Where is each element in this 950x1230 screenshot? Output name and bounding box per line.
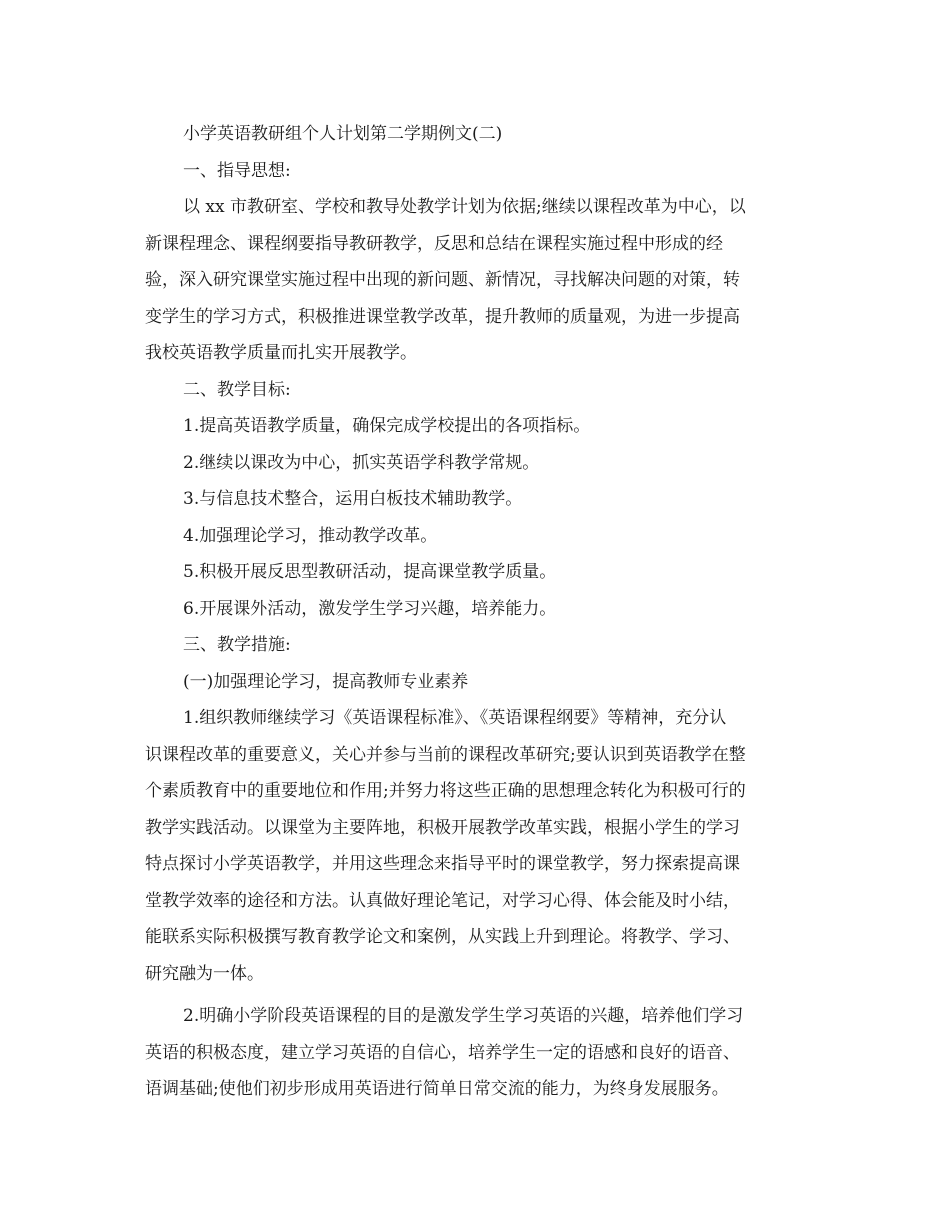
goals-list bbox=[145, 408, 810, 627]
paragraph-line: 以 xx 市教研室、学校和教导处教学计划为依据;继续以课程改革为中心，以 bbox=[183, 197, 746, 217]
paragraph-line: 能联系实际积极撰写教育教学论文和案例，从实践上升到理论。将教学、学习、 bbox=[145, 927, 740, 947]
paragraph-line: 验，深入研究课堂实施过程中出现的新问题、新情况，寻找解决问题的对策，转 bbox=[145, 270, 740, 290]
subsection-heading-theory-study: (一)加强理论学习，提高教师专业素养 bbox=[183, 671, 469, 692]
document-title: 小学英语教研组个人计划第二学期例文(二) bbox=[183, 124, 503, 144]
section-heading-teaching-goals: 二、教学目标: bbox=[183, 379, 291, 400]
paragraph-line: 个素质教育中的重要地位和作用;并努力将这些正确的思想理念转化为积极可行的 bbox=[145, 781, 746, 801]
paragraph-line: 语调基础;使他们初步形成用英语进行简单日常交流的能力，为终身发展服务。 bbox=[145, 1079, 729, 1099]
goal-item: 2.继续以课改为中心，抓实英语学科教学常规。 bbox=[183, 452, 540, 473]
paragraph-line: 2.明确小学阶段英语课程的目的是激发学生学习英语的兴趣，培养他们学习 bbox=[183, 1006, 744, 1026]
goal-item: 4.加强理论学习，推动教学改革。 bbox=[183, 525, 438, 546]
paragraph-line: 教学实践活动。以课堂为主要阵地，积极开展教学改革实践，根据小学生的学习 bbox=[145, 817, 740, 838]
paragraph-line: 我校英语教学质量而扎实开展教学。 bbox=[145, 343, 417, 363]
section-heading-guiding-thought: 一、指导思想: bbox=[183, 160, 291, 181]
paragraph-guiding-thought bbox=[145, 189, 810, 372]
paragraph-line: 识课程改革的重要意义，关心并参与当前的课程改革研究;要认识到英语教学在整 bbox=[145, 744, 746, 765]
paragraph-measure-2 bbox=[145, 998, 810, 1108]
goal-item: 6.开展课外活动，激发学生学习兴趣，培养能力。 bbox=[183, 598, 557, 619]
section-heading-teaching-measures: 三、教学措施: bbox=[183, 635, 291, 655]
paragraph-line: 新课程理念、课程纲要指导教研教学，反思和总结在课程实施过程中形成的经 bbox=[145, 233, 723, 254]
goal-item: 5.积极开展反思型教研活动，提高课堂教学质量。 bbox=[183, 562, 557, 582]
paragraph-line: 英语的积极态度，建立学习英语的自信心，培养学生一定的语感和良好的语音、 bbox=[145, 1042, 740, 1063]
paragraph-measure-1 bbox=[145, 700, 810, 992]
paragraph-line: 特点探讨小学英语教学，并用这些理念来指导平时的课堂教学，努力探索提高课 bbox=[145, 854, 740, 874]
goal-item: 3.与信息技术整合，运用白板技术辅助教学。 bbox=[183, 489, 523, 509]
goal-item: 1.提高英语教学质量，确保完成学校提出的各项指标。 bbox=[183, 416, 591, 436]
document-body bbox=[145, 116, 810, 1108]
paragraph-line: 变学生的学习方式，积极推进课堂教学改革，提升教师的质量观，为进一步提高 bbox=[145, 306, 740, 327]
paragraph-line: 堂教学效率的途径和方法。认真做好理论笔记，对学习心得、体会能及时小结， bbox=[145, 890, 740, 911]
paragraph-line: 研究融为一体。 bbox=[145, 963, 264, 984]
paragraph-line: 1.组织教师继续学习《英语课程标准》、《英语课程纲要》等精神，充分认 bbox=[183, 708, 727, 728]
